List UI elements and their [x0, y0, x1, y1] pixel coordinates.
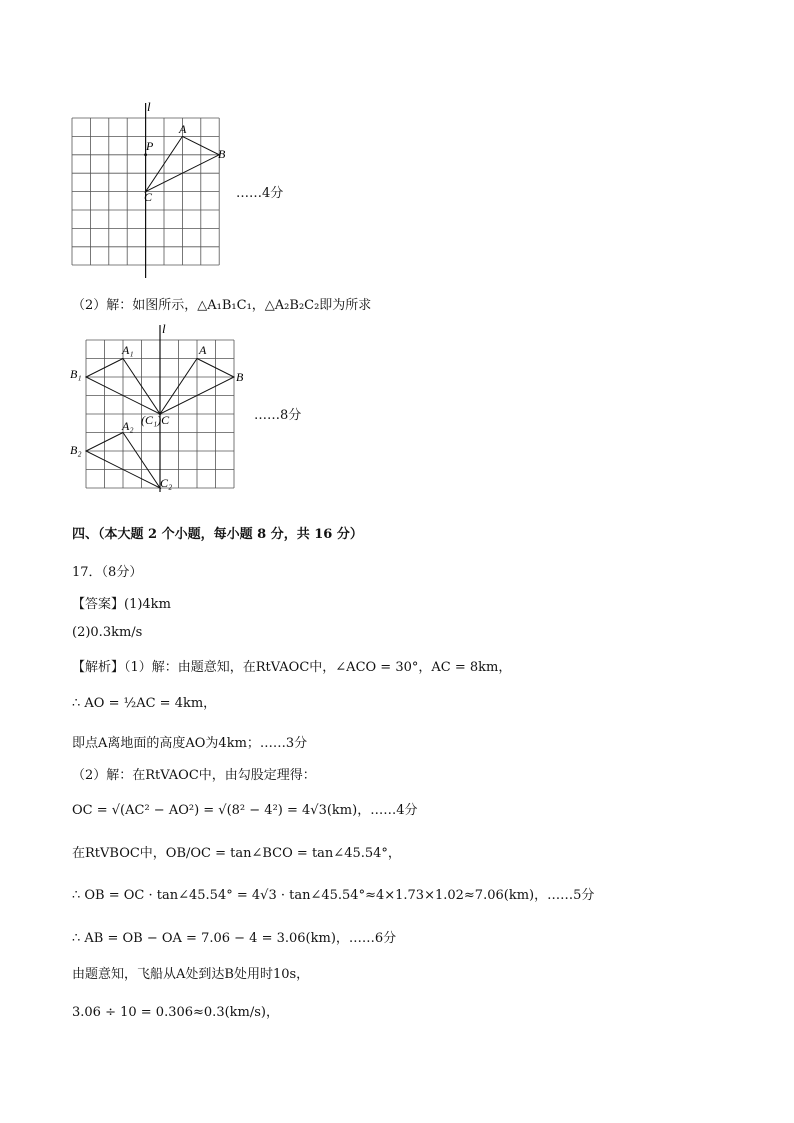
fig1-point-p [144, 153, 147, 156]
answer-line-2: (2)0.3km/s [72, 625, 143, 640]
analysis-line-10: 3.06 ÷ 10 = 0.306≈0.3(km/s)， [72, 1005, 279, 1020]
analysis-line-9: 由题意知，飞船从A处到达B处用时10s， [72, 967, 310, 982]
fig2-label-b1: B₁ [70, 367, 82, 381]
fig2-label-c1c: (C₁)C [141, 413, 170, 427]
analysis-line-7: ∴ OB = OC · tan∠45.54° = 4√3 · tan∠45.54°≈4×1.73×1.02≈7.06(km)，……5分 [72, 888, 595, 903]
figure-2-grid [66, 320, 262, 495]
fig2-label-a2: A₂ [122, 419, 134, 433]
analysis-line-8: ∴ AB = OB − OA = 7.06 − 4 = 3.06(km)，……6分 [72, 931, 397, 946]
analysis-line-4: （2）解：在RtVAOC中，由勾股定理得： [72, 768, 316, 783]
fig1-label-p: P [146, 139, 154, 153]
question-17-title: 17．（8分） [72, 565, 143, 580]
fig2-label-l: l [162, 321, 166, 336]
figure-1-grid [60, 98, 240, 283]
analysis-line-5: OC = √(AC² − AO²) = √(8² − 4²) = 4√3(km)，……4分 [72, 803, 418, 818]
fig2-label-b: B [236, 370, 244, 384]
fig1-label-l: l [147, 99, 151, 114]
analysis-line-3: 即点A离地面的高度AO为4km；……3分 [72, 736, 308, 751]
fig2-score: ……8分 [254, 408, 302, 423]
fig1-label-c: C [144, 190, 153, 204]
fig1-label-a: A [179, 122, 187, 136]
analysis-line-2: ∴ AO = ½AC = 4km， [72, 696, 217, 711]
section-heading: 四、（本大题 2 个小题，每小题 8 分，共 16 分） [72, 527, 363, 542]
fig1-score: ……4分 [236, 186, 284, 201]
part2-line: （2）解：如图所示，△A₁B₁C₁，△A₂B₂C₂即为所求 [72, 298, 372, 313]
fig2-label-a1: A₁ [122, 343, 134, 357]
analysis-line-6: 在RtVBOC中，OB/OC = tan∠BCO = tan∠45.54°， [72, 846, 401, 861]
analysis-line-1: 【解析】（1）解：由题意知，在RtVAOC中，∠ACO = 30°，AC = 8km， [72, 660, 512, 675]
fig2-label-b2: B₂ [70, 443, 82, 457]
fig2-label-c2: C₂ [160, 476, 173, 490]
answer-line-1: 【答案】(1)4km [72, 597, 171, 612]
fig1-label-b: B [218, 147, 226, 161]
fig2-label-a: A [199, 343, 207, 357]
